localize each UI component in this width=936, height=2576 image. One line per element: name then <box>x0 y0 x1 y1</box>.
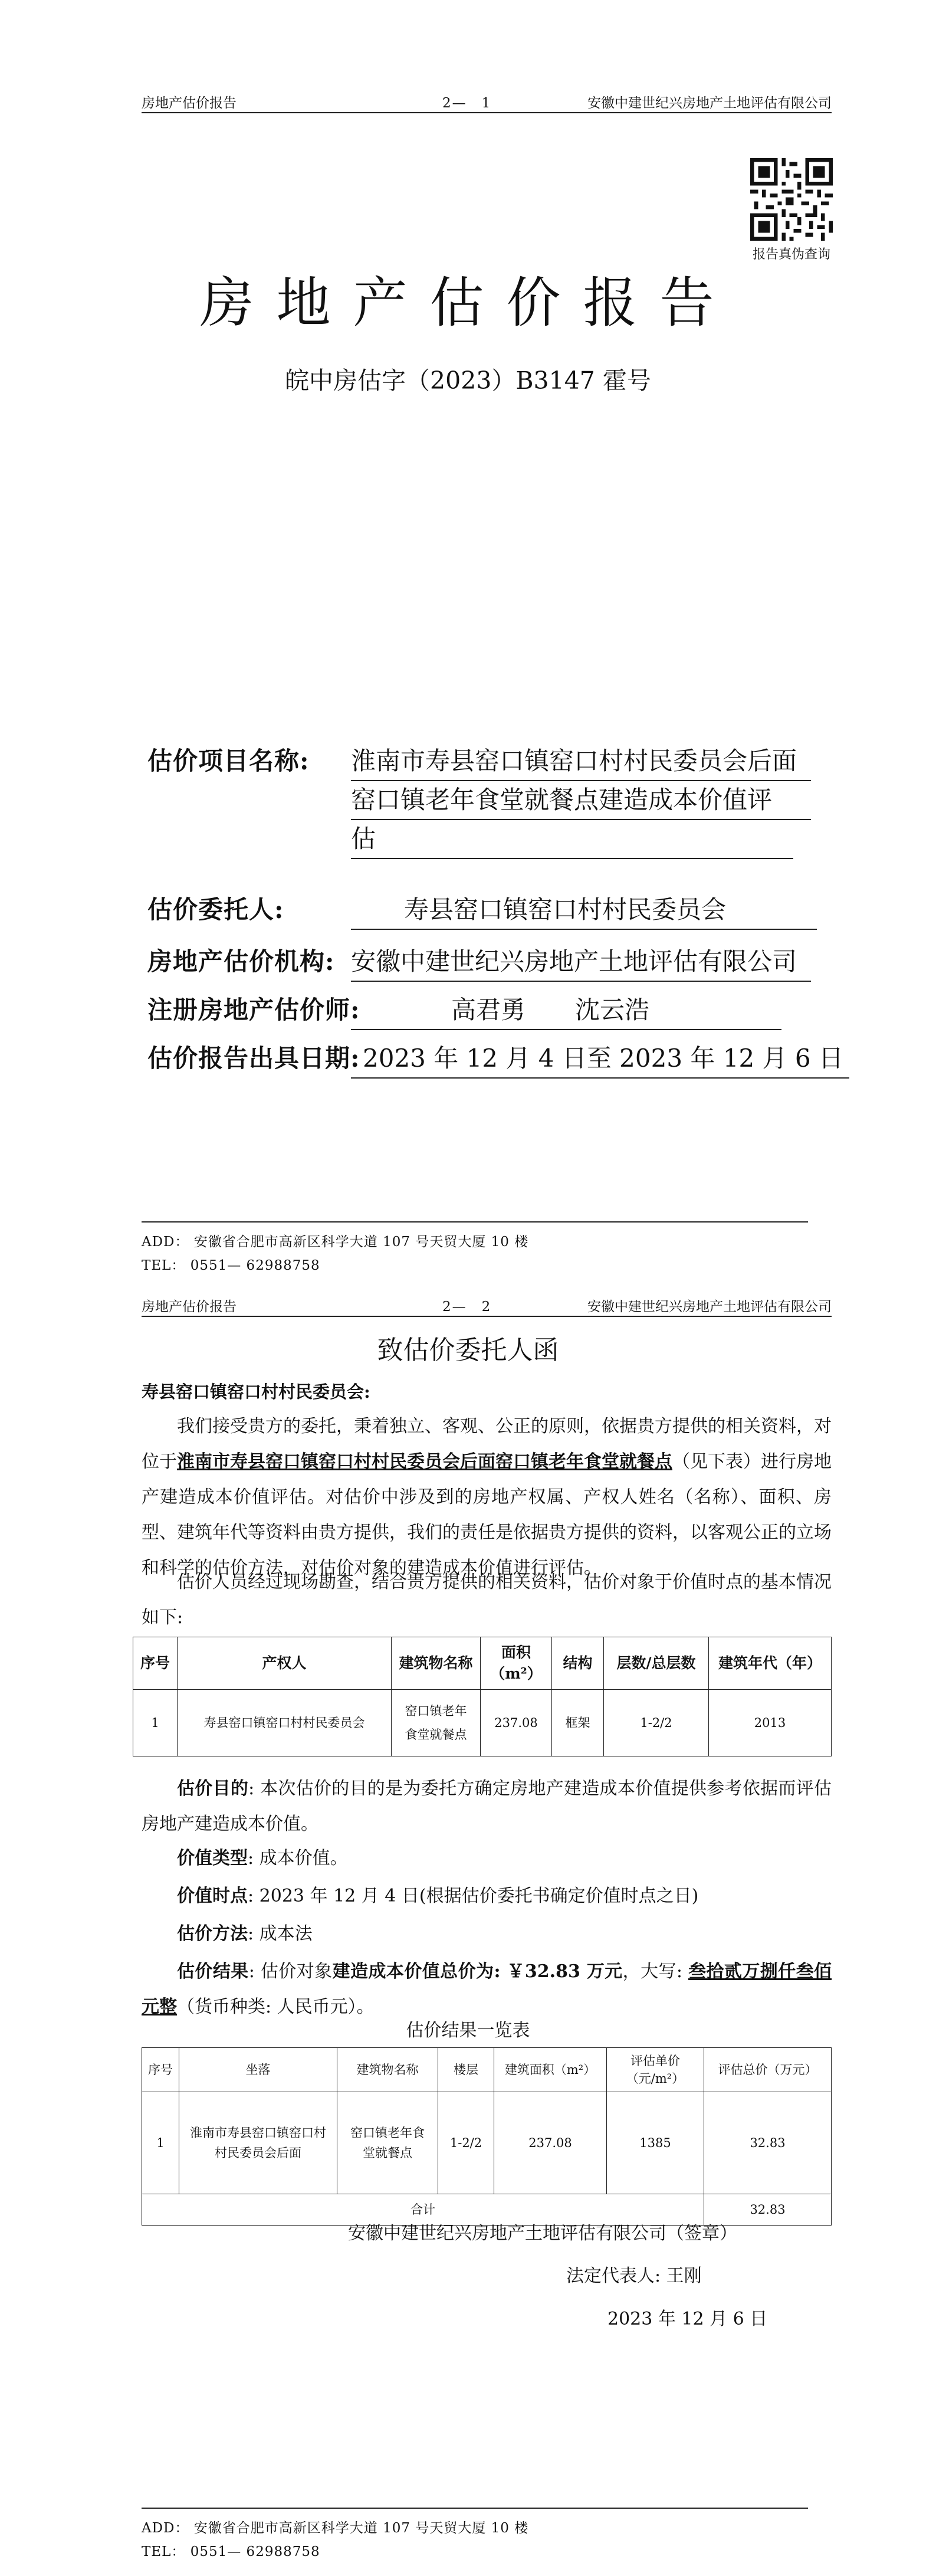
table-header: 结构 <box>552 1637 604 1690</box>
table-header: 坐落 <box>179 2048 337 2092</box>
field-label: 估价项目名称: <box>147 746 310 775</box>
table-row <box>142 2092 832 2194</box>
table-header: 评估单价（元/m²） <box>607 2048 704 2092</box>
method-line <box>177 1916 313 1952</box>
table-cell: 淮南市寿县窑口镇窑口村村民委员会后面 <box>179 2092 337 2194</box>
table-cell: 寿县窑口镇窑口村村民委员会 <box>178 1690 392 1756</box>
table-header: 建筑物名称 <box>337 2048 438 2092</box>
result-line <box>142 1954 832 2025</box>
header-report-label: 房地产估价报告 <box>142 96 237 111</box>
field-value-line: 窑口镇老年食堂就餐点建造成本价值评 <box>351 781 811 820</box>
value-date-label: 价值时点 <box>177 1886 248 1906</box>
header-company: 安徽中建世纪兴房地产土地评估有限公司 <box>587 96 832 111</box>
method-text: : 成本法 <box>248 1923 313 1944</box>
table-header: 序号 <box>142 2048 179 2092</box>
table-cell: 2013 <box>709 1690 832 1756</box>
results-table-title: 估价结果一览表 <box>406 2020 530 2041</box>
footer-divider <box>142 2508 808 2509</box>
purpose-line <box>142 1771 832 1842</box>
table-header-row <box>142 2048 832 2092</box>
report-number: 皖中房估字（2023）B3147 霍号 <box>285 366 651 395</box>
field-label: 估价委托人: <box>147 895 284 924</box>
value-date-line <box>177 1879 698 1914</box>
qr-caption: 报告真伪查询 <box>752 247 830 262</box>
table-header: 产权人 <box>178 1637 392 1690</box>
purpose-text: : 本次估价的目的是为委托方确定房地产建造成本价值提供参考依据而评估房地产建造成本价值。 <box>142 1778 832 1834</box>
letter-paragraph-2: 估价人员经过现场勘查，结合贵方提供的相关资料，估价对象于价值时点的基本情况如下: <box>142 1572 832 1628</box>
sum-value: 32.83 <box>704 2194 832 2226</box>
footer-address: ADD： 安徽省合肥市高新区科学大道 107 号天贸大厦 10 楼 <box>142 2521 529 2536</box>
table-header: 面积（m²） <box>481 1637 552 1690</box>
property-location: 淮南市寿县窑口镇窑口村村民委员会后面窑口镇老年食堂就餐点 <box>177 1451 672 1472</box>
table-header: 层数/总层数 <box>604 1637 709 1690</box>
table-cell: 框架 <box>552 1690 604 1756</box>
letter-title: 致估价委托人函 <box>377 1335 559 1365</box>
footer-tel: TEL： 0551— 62988758 <box>142 2544 320 2559</box>
page-header <box>142 1292 832 1317</box>
letter-page <box>0 1292 936 2576</box>
table-header-row <box>133 1637 832 1690</box>
sum-label: 合计 <box>142 2194 704 2226</box>
paragraph-text: 我们接受贵方的委托，秉着独立、客观、公正的原则，依据贵方提供的相关资料，对位于 <box>142 1416 832 1472</box>
header-page-number: 2— 1 <box>442 96 492 111</box>
letter-paragraph-1 <box>142 1409 832 1586</box>
table-cell: 1-2/2 <box>438 2092 494 2194</box>
letter-addressee: 寿县窑口镇窑口村村民委员会: <box>142 1382 370 1402</box>
signature-date: 2023 年 12 月 6 日 <box>607 2309 768 2329</box>
field-value-line: 寿县窑口镇窑口村村民委员会 <box>351 891 817 930</box>
purpose-label: 估价目的 <box>177 1778 249 1799</box>
field-value-line: 淮南市寿县窑口镇窑口村村民委员会后面 <box>351 742 811 781</box>
table-cell: 237.08 <box>481 1690 552 1756</box>
value-type-label: 价值类型 <box>177 1848 248 1869</box>
value-type-text: : 成本价值。 <box>248 1848 348 1869</box>
field-label: 估价报告出具日期: <box>147 1044 360 1073</box>
qr-code-icon[interactable] <box>750 158 833 241</box>
table-cell: 237.08 <box>494 2092 607 2194</box>
report-title: 房地产估价报告 <box>199 271 737 335</box>
table-header: 楼层 <box>438 2048 494 2092</box>
table-row <box>133 1690 832 1756</box>
property-info-table <box>133 1637 832 1756</box>
signature-company: 安徽中建世纪兴房地产土地评估有限公司（签章） <box>348 2223 737 2244</box>
result-label: 估价结果 <box>177 1961 249 1982</box>
result-total: 建造成本价值总价为: ￥32.83 万元 <box>332 1961 623 1982</box>
signature-representative: 法定代表人: 王刚 <box>566 2266 702 2286</box>
footer-divider <box>142 1221 808 1223</box>
header-company: 安徽中建世纪兴房地产土地评估有限公司 <box>587 1299 832 1315</box>
table-cell: 1385 <box>607 2092 704 2194</box>
header-page-number: 2— 2 <box>442 1299 492 1315</box>
result-text: （货币种类: 人民币元）。 <box>177 1997 375 2017</box>
results-table <box>142 2047 832 2226</box>
table-cell: 1 <box>142 2092 179 2194</box>
page-header <box>142 89 832 113</box>
table-cell: 32.83 <box>704 2092 832 2194</box>
table-cell: 窑口镇老年食堂就餐点 <box>337 2092 438 2194</box>
table-header: 建筑年代（年） <box>709 1637 832 1690</box>
footer-address: ADD： 安徽省合肥市高新区科学大道 107 号天贸大厦 10 楼 <box>142 1234 529 1250</box>
field-value-line: 估 <box>351 820 793 859</box>
value-date-text: : 2023 年 12 月 4 日(根据估价委托书确定价值时点之日) <box>248 1886 699 1906</box>
method-label: 估价方法 <box>177 1923 248 1944</box>
table-cell: 1-2/2 <box>604 1690 709 1756</box>
field-value-line: 安徽中建世纪兴房地产土地评估有限公司 <box>351 943 811 982</box>
result-total-words: 叁拾贰万捌仟叁佰元整 <box>142 1961 832 2017</box>
value-type-line <box>177 1841 348 1876</box>
field-label: 房地产估价机构: <box>147 947 335 976</box>
footer-tel: TEL： 0551— 62988758 <box>142 1258 320 1273</box>
header-report-label: 房地产估价报告 <box>142 1299 237 1315</box>
table-cell: 窑口镇老年食堂就餐点 <box>392 1690 481 1756</box>
result-text: : 估价对象 <box>248 1961 333 1982</box>
table-cell: 1 <box>133 1690 178 1756</box>
table-header: 建筑面积（m²） <box>494 2048 607 2092</box>
field-value-line: 2023 年 12 月 4 日至 2023 年 12 月 6 日 <box>351 1040 849 1079</box>
table-header: 建筑物名称 <box>392 1637 481 1690</box>
table-header: 评估总价（万元） <box>704 2048 832 2092</box>
table-header: 序号 <box>133 1637 178 1690</box>
field-value-line: 高君勇 沈云浩 <box>351 991 781 1030</box>
paragraph-text: （见下表）进行房地产建造成本价值评估。对估价中涉及到的房地产权属、产权人姓名（名称）、面积、房型、建筑年代等资料由贵方提供，我们的责任是依据贵方提供的资料，以客观公正的立场和科学的估价方法，对估价对象的建造成本价值进行评估。 <box>142 1451 832 1578</box>
result-text: ，大写: <box>622 1961 688 1982</box>
field-label: 注册房地产估价师: <box>147 995 360 1024</box>
